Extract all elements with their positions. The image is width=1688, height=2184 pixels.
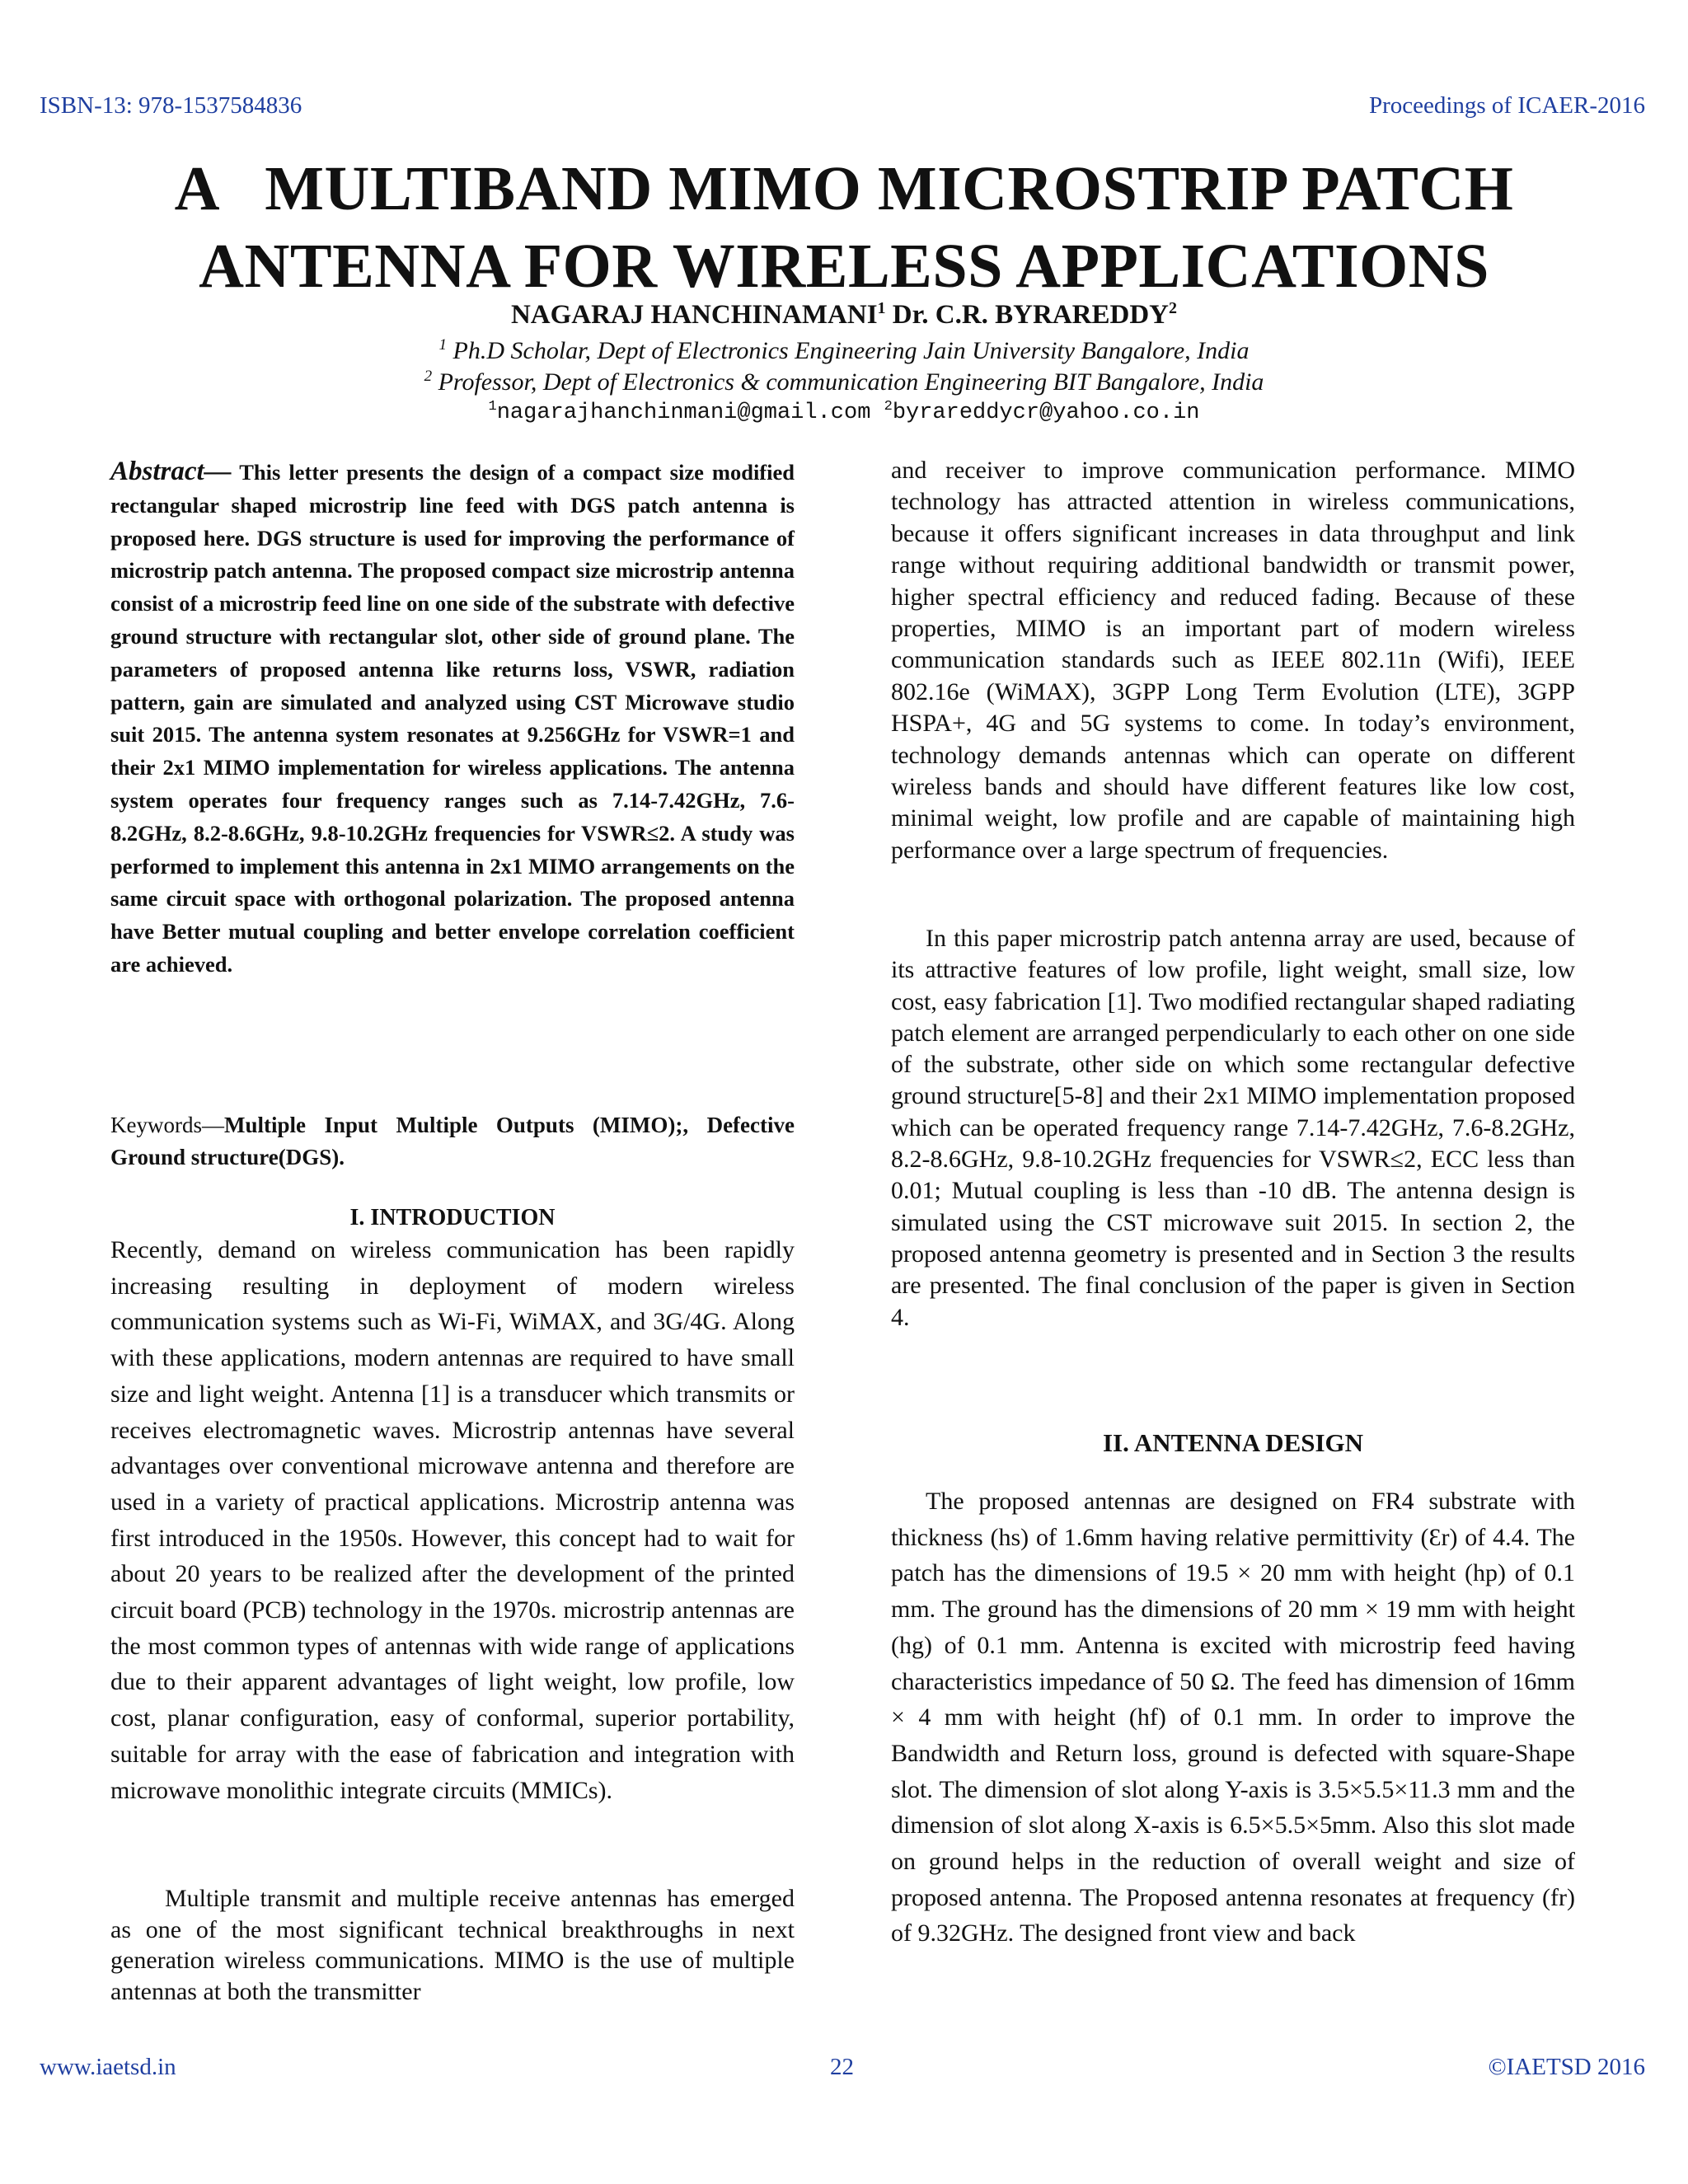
abstract-text: This letter presents the design of a compact size modified rectangular shaped microstrip line feed with DGS patch antenna is proposed here. DGS structure is used for improving the performance of microstrip patch antenna. The proposed compact size microstrip antenna consist of a microstrip feed line on one side of the substrate with defective ground structure with rectangular slot, other side of ground plane. The parameters of proposed antenna like returns loss, VSWR, radiation pattern, gain are simulated and analyzed using CST Microwave studio suit 2015. The antenna system resonates at 9.256GHz for VSWR=1 and their 2x1 MIMO implementation for wireless applications. The antenna system operates four frequency ranges such as 7.14-7.42GHz, 7.6-8.2GHz, 8.2-8.6GHz, 9.8-10.2GHz frequencies for VSWR≤2. A study was performed to implement this antenna in 2x1 MIMO arrangements on the same circuit space with orthogonal polarization. The proposed antenna have Better mutual coupling and better envelope correlation coefficient are achieved. — [110, 460, 795, 977]
footer-copyright: ©IAETSD 2016 — [1488, 2054, 1645, 2080]
author-1: NAGARAJ HANCHINAMANI — [510, 300, 878, 330]
paper-title — [0, 150, 1688, 305]
email-1: nagarajhanchinmani@gmail.com — [496, 401, 884, 425]
author-2-superscript: 2 — [1169, 299, 1178, 317]
email-2-superscript: 2 — [884, 399, 893, 415]
introduction-heading: I. INTRODUCTION — [349, 1205, 556, 1230]
abstract — [110, 456, 795, 982]
email-1-superscript: 1 — [488, 399, 497, 415]
title-line-1: A MULTIBAND MIMO MICROSTRIP PATCH — [174, 154, 1514, 223]
introduction-paragraph-2: Multiple transmit and multiple receive antennas has emerged as one of the most significant technical breakthroughs in next generation wireless communications. MIMO is the use of multiple antennas at both the transmitter — [110, 1885, 795, 2005]
author-1-superscript: 1 — [877, 299, 886, 317]
title-line-2: ANTENNA FOR WIRELESS APPLICATIONS — [199, 232, 1489, 301]
keywords-text: Multiple Input Multiple Outputs (MIMO);, Defective Ground structure(DGS). — [110, 1113, 795, 1169]
proceedings-header: Proceedings of ICAER-2016 — [1368, 92, 1645, 119]
affiliation-2-superscript: 2 — [424, 368, 433, 385]
author-2: Dr. C.R. BYRAREDDY — [885, 300, 1170, 330]
affiliation-2-text: Professor, Dept of Electronics & communication Engineering BIT Bangalore, India — [432, 368, 1264, 396]
affiliation-1 — [0, 336, 1688, 365]
abstract-label: Abstract— — [110, 457, 232, 486]
authors — [0, 299, 1688, 330]
introduction-paragraph-1: Recently, demand on wireless communication has been rapidly increasing resulting in deployment of modern wireless communication systems such as Wi-Fi, WiMAX, and 3G/4G. Along with these applications, modern antennas are required to have small size and light weight. Antenna [1] is a transducer which transmits or receives electromagnetic waves. Microstrip antennas have several advantages over conventional microwave antenna and therefore are used in a variety of practical applications. Microstrip antenna was first introduced in the 1950s. However, this concept had to wait for about 20 years to be realized after the development of the printed circuit board (PCB) technology in the 1970s. microstrip antennas are the most common types of antennas with wide range of applications due to their apparent advantages of light weight, low profile, low cost, planar configuration, easy of conformal, superior portability, suitable for array with the ease of fabrication and integration with microwave monolithic integrate circuits (MMICs). — [110, 1236, 795, 1804]
keywords-label: Keywords— — [110, 1113, 224, 1137]
affiliation-1-superscript: 1 — [438, 336, 448, 354]
right-column-paragraph-2: In this paper microstrip patch antenna array are used, because of its attractive features of low profile, light weight, small size, low cost, easy fabrication [1]. Two modified rectangular shaped radiating patch element are arranged perpendicularly to each other on one side of the substrate, other side on which some rectangular defective ground structure[5-8] and their 2x1 MIMO implementation proposed which can be operated frequency range 7.14-7.42GHz, 7.6-8.2GHz, 8.2-8.6GHz, 9.8-10.2GHz frequencies for VSWR≤2, ECC less than 0.01; Mutual coupling is less than -10 dB. The antenna design is simulated using the CST microwave suit 2015. In section 2, the proposed antenna geometry is presented and in Section 3 the results are presented. The final conclusion of the paper is given in Section 4. — [891, 925, 1575, 1331]
author-emails — [0, 399, 1688, 425]
keywords — [110, 1109, 795, 1174]
footer-website: www.iaetsd.in — [40, 2054, 176, 2080]
affiliation-1-text: Ph.D Scholar, Dept of Electronics Engineering Jain University Bangalore, India — [447, 337, 1250, 364]
isbn-header: ISBN-13: 978-1537584836 — [40, 92, 302, 119]
right-column-paragraph-1: and receiver to improve communication performance. MIMO technology has attracted attention in wireless communications, because it offers significant increases in data throughput and link range without requiring additional bandwidth or transmit power, higher spectral efficiency and reduced fading. Because of these properties, MIMO is an important part of modern wireless communication standards such as IEEE 802.11n (Wifi), IEEE 802.16e (WiMAX), 3GPP Long Term Evolution (LTE), 3GPP HSPA+, 4G and 5G systems to come. In today’s environment, technology demands antennas which can operate on different wireless bands and should have different features like low cost, minimal weight, low profile and are capable of maintaining high performance over a large spectrum of frequencies. — [891, 457, 1575, 864]
footer-page-number: 22 — [830, 2054, 854, 2080]
antenna-design-paragraph: The proposed antennas are designed on FR4 substrate with thickness (hs) of 1.6mm having relative permittivity (Ɛr) of 4.4. The patch has the dimensions of 19.5 × 20 mm with height (hp) of 0.1 mm. The ground has the dimensions of 20 mm × 19 mm with height (hg) of 0.1 mm. Antenna is excited with microstrip feed having characteristics impedance of 50 Ω. The feed has dimension of 16mm × 4 mm with height (hf) of 0.1 mm. In order to improve the Bandwidth and Return loss, ground is defected with square-Shape slot. The dimension of slot along Y-axis is 3.5×5.5×11.3 mm and the dimension of slot along X-axis is 6.5×5.5×5mm. Also this slot made on ground helps in the reduction of overall weight and size of proposed antenna. The Proposed antenna resonates at frequency (fr) of 9.32GHz. The designed front view and back — [891, 1488, 1575, 1947]
affiliation-2 — [0, 368, 1688, 396]
antenna-design-heading: II. ANTENNA DESIGN — [1102, 1428, 1364, 1457]
email-2: byrareddycr@yahoo.co.in — [892, 401, 1200, 425]
